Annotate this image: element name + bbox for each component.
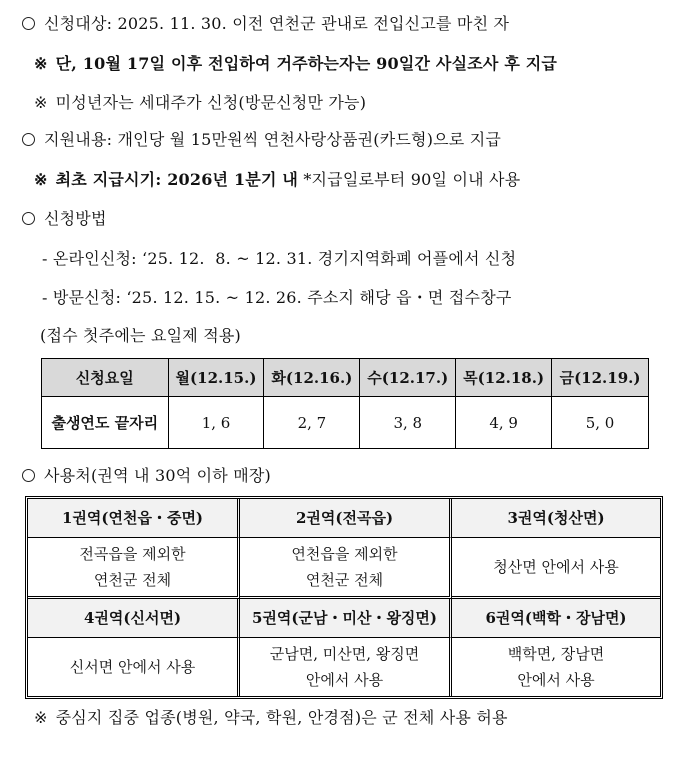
reference-mark-icon: ※ [34, 93, 48, 112]
region-cell-line: 신서면 안에서 사용 [69, 658, 196, 676]
minor-note-text: 미성년자는 세대주가 신청(방문신청만 가능) [55, 93, 367, 112]
region-cell-line: 연천군 전체 [305, 571, 384, 589]
reference-mark-icon: ※ [34, 170, 48, 189]
first-payment-note [34, 170, 520, 190]
region-cell-line: 백학면, 장남면 [507, 645, 605, 663]
usage-text: 사용처(권역 내 30억 이하 매장) [44, 466, 272, 485]
reference-mark-icon: ※ [34, 708, 48, 727]
schedule-value-cell: 1, 6 [168, 397, 264, 449]
schedule-header-cell: 수(12.17.) [360, 359, 456, 397]
online-application-text: - 온라인신청: ‘25. 12. 8. ~ 12. 31. 경기지역화폐 어플에서 신청 [42, 249, 517, 268]
region-body-row [28, 638, 660, 696]
schedule-header-cell: 신청요일 [42, 359, 169, 397]
minor-note [34, 93, 366, 113]
move-in-note [34, 54, 557, 74]
schedule-value-cell: 4, 9 [456, 397, 552, 449]
region-header-cell: 5권역(군남・미산・왕징면) [240, 599, 452, 638]
region-body-cell [28, 638, 240, 696]
schedule-header-cell: 금(12.19.) [552, 359, 649, 397]
region-cell-line: 청산면 안에서 사용 [493, 558, 619, 576]
exception-note-text: 중심지 집중 업종(병원, 약국, 학원, 안경점)은 군 전체 사용 허용 [55, 708, 508, 727]
region-header-cell: 4권역(신서면) [28, 599, 240, 638]
region-body-cell [240, 638, 452, 696]
visit-note-text: (접수 첫주에는 요일제 적용) [40, 326, 241, 345]
method-line [22, 209, 107, 229]
usage-region-table [25, 496, 663, 699]
schedule-header-cell: 월(12.15.) [168, 359, 264, 397]
support-line [22, 130, 501, 150]
schedule-header-cell: 화(12.16.) [264, 359, 360, 397]
reference-mark-icon: ※ [34, 54, 48, 73]
schedule-header-row [42, 359, 649, 397]
region-cell-line: 안에서 사용 [517, 671, 595, 689]
exception-note [34, 708, 508, 728]
support-text: 지원내용: 개인당 월 15만원씩 연천사랑상품권(카드형)으로 지급 [44, 130, 502, 149]
schedule-value-cell: 3, 8 [360, 397, 456, 449]
region-cell-line: 안에서 사용 [305, 671, 384, 689]
schedule-value-cell: 2, 7 [264, 397, 360, 449]
method-text: 신청방법 [44, 209, 107, 228]
eligibility-text: 신청대상: 2025. 11. 30. 이전 연천군 관내로 전입신고를 마친 자 [44, 14, 510, 33]
schedule-value-cell: 5, 0 [552, 397, 649, 449]
eligibility-line [22, 14, 509, 34]
region-cell-line: 연천군 전체 [93, 571, 172, 589]
region-cell-line: 연천읍을 제외한 [291, 545, 398, 563]
online-application-line [42, 249, 516, 269]
schedule-data-row [42, 397, 649, 449]
region-body-cell [452, 638, 660, 696]
visit-application-line [42, 288, 512, 308]
first-payment-usage-text: *지급일로부터 90일 이내 사용 [303, 170, 521, 189]
circle-bullet-icon [22, 133, 35, 146]
first-payment-bold-text: 최초 지급시기: 2026년 1분기 내 [55, 170, 299, 189]
region-body-cell [452, 538, 660, 599]
visit-application-text: - 방문신청: ‘25. 12. 15. ~ 12. 26. 주소지 해당 읍・면 접수창구 [42, 288, 512, 307]
schedule-header-cell: 목(12.18.) [456, 359, 552, 397]
region-body-cell [28, 538, 240, 599]
region-header-row [28, 599, 660, 638]
region-cell-line: 군남면, 미산면, 왕징면 [269, 645, 420, 663]
schedule-row-label: 출생연도 끝자리 [42, 397, 169, 449]
region-body-row [28, 538, 660, 599]
region-body-cell [240, 538, 452, 599]
region-header-cell: 6권역(백학・장남면) [452, 599, 660, 638]
usage-line [22, 466, 271, 486]
region-header-row [28, 499, 660, 538]
visit-note-line [40, 326, 241, 346]
circle-bullet-icon [22, 17, 35, 30]
application-schedule-table [41, 358, 649, 449]
region-header-cell: 3권역(청산면) [452, 499, 660, 538]
region-cell-line: 전곡읍을 제외한 [79, 545, 186, 563]
circle-bullet-icon [22, 469, 35, 482]
region-header-cell: 1권역(연천읍・중면) [28, 499, 240, 538]
circle-bullet-icon [22, 212, 35, 225]
region-header-cell: 2권역(전곡읍) [240, 499, 452, 538]
move-in-note-text: 단, 10월 17일 이후 전입하여 거주하는자는 90일간 사실조사 후 지급 [55, 54, 558, 73]
